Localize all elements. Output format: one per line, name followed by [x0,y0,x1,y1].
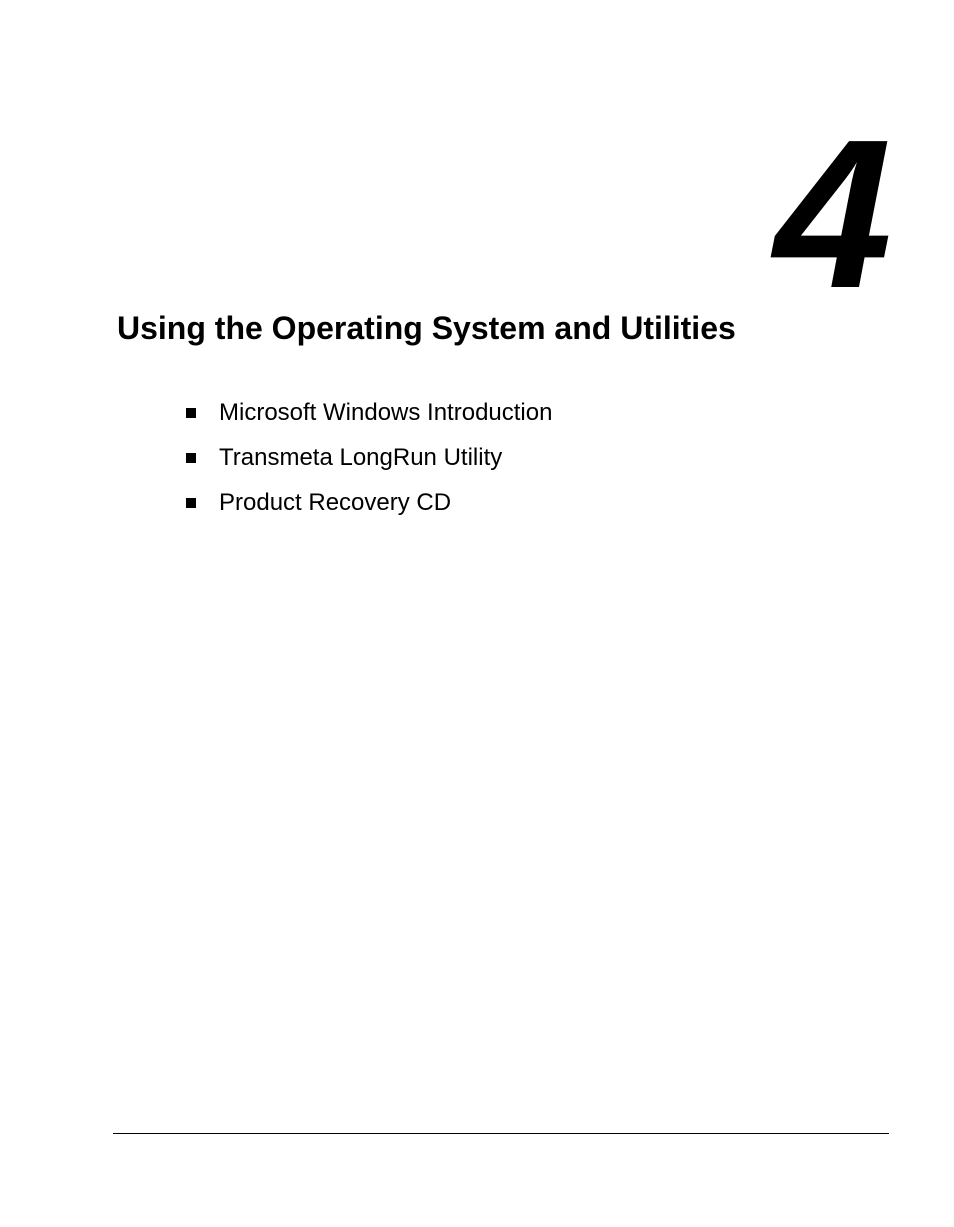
list-item [186,480,552,525]
square-bullet-icon [186,453,196,463]
chapter-topic-list [186,390,552,525]
square-bullet-icon [186,498,196,508]
square-bullet-icon [186,408,196,418]
chapter-title: Using the Operating System and Utilities [117,310,736,346]
chapter-number: 4 [774,95,888,332]
topic-label: Product Recovery CD [219,488,452,516]
footer-divider [113,1133,889,1134]
list-item [186,435,552,480]
topic-label: Microsoft Windows Introduction [219,398,553,426]
topic-label: Transmeta LongRun Utility [219,443,503,471]
list-item [186,390,552,435]
